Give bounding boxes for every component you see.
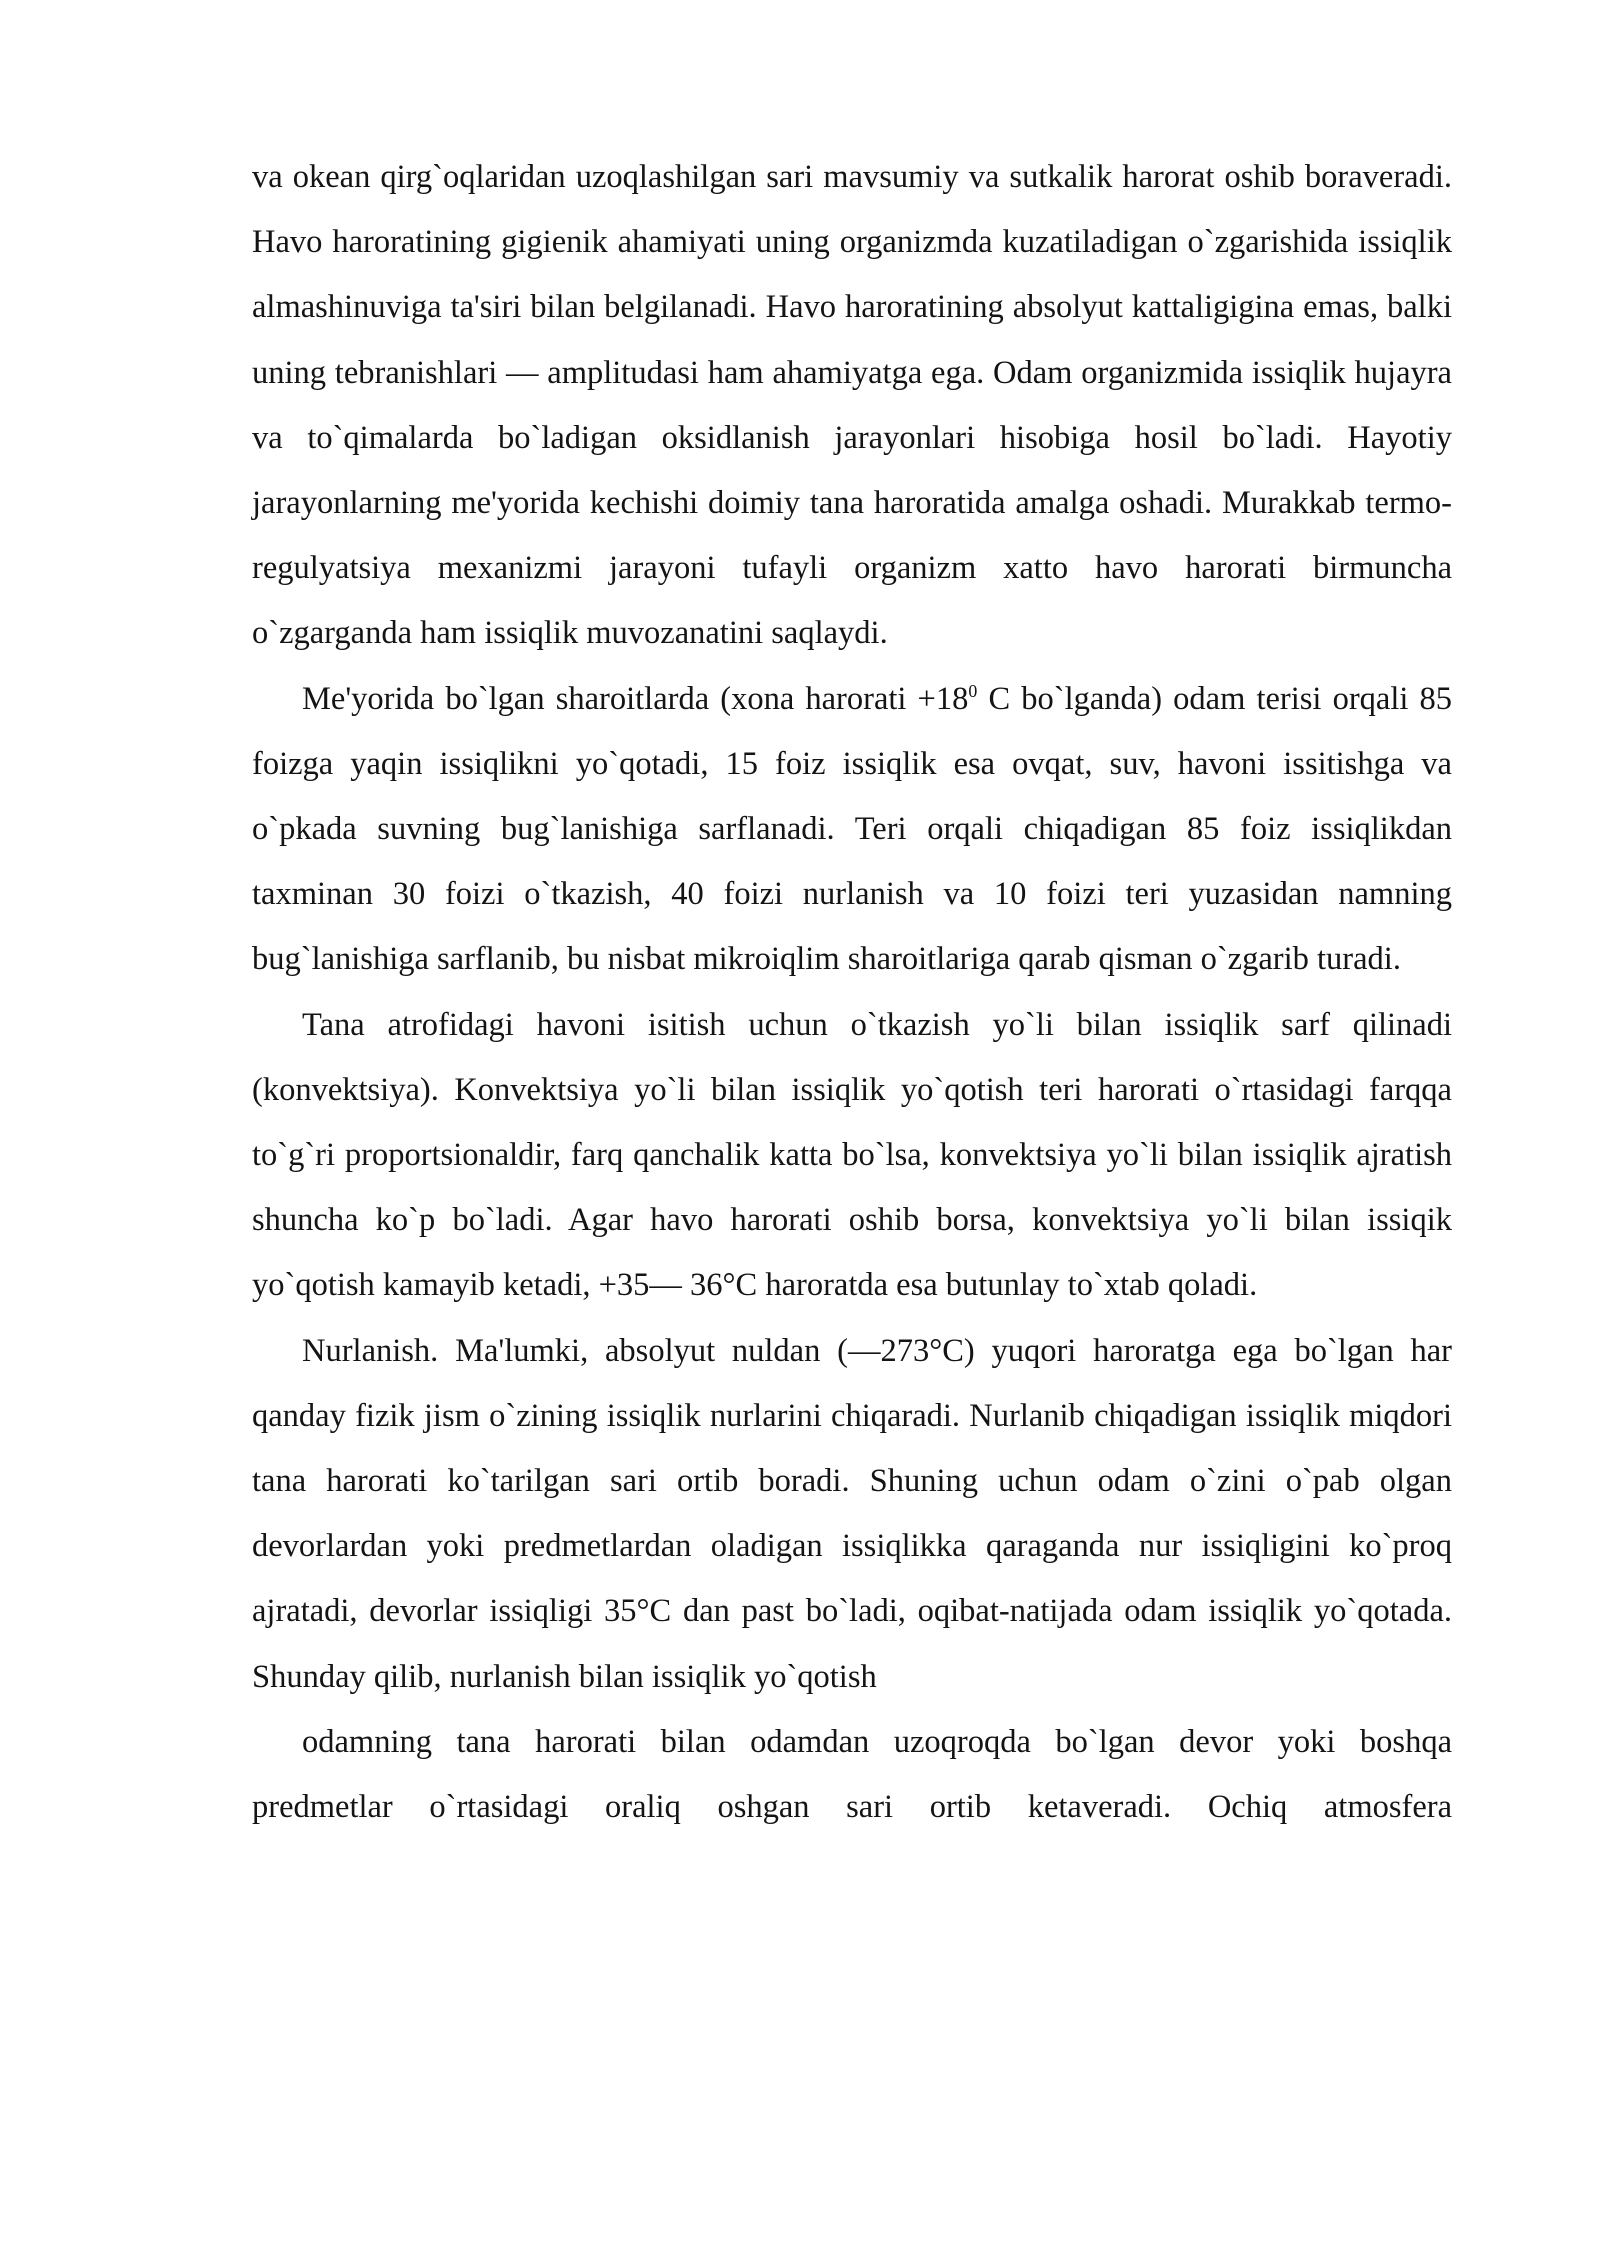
paragraph-heat-loss-skin-rest: C bo`lganda) odam terisi orqali 85 foizga yaqin issiqlikni yo`qotadi, 15 foiz issiqlik esa ovqat, suv, havoni issitishga va o`pkada suvning bug`lanishiga sarflanadi. Teri orqali chiqadigan 85 foiz issiqlikdan taxminan 30 foizi o`tkazish, 40 foizi nurlanish va 10 foizi teri yuzasidan namning bug`lanishiga sarflanib, bu nisbat mikroiqlim sharoitlariga qarab qisman o`zgarib turadi. bbox=[252, 680, 1453, 978]
paragraph-heat-loss-skin-start: Me'yorida bo`lgan sharoitlarda (xona harorati +18 bbox=[302, 680, 969, 717]
paragraph-convection: Tana atrofidagi havoni isitish uchun o`tkazish yo`li bilan issiqlik sarf qilinadi (konvektsiya). Konvektsiya yo`li bilan issiqlik yo`qotish teri harorati o`rtasidagi farqqa to`g`ri proportsionaldir, farq qanchalik katta bo`lsa, konvektsiya yo`li bilan issiqlik ajratish shuncha ko`p bo`ladi. Agar havo harorati oshib borsa, konvektsiya yo`li bilan issiqik yo`qotish kamayib ketadi, +35— 36°C haroratda esa butunlay to`xtab qoladi. bbox=[252, 1006, 1452, 1304]
paragraph-air-temperature-hygiene: va okean qirg`oqlaridan uzoqlashilgan sari mavsumiy va sutkalik harorat oshib boraveradi. Havo haroratining gigienik ahamiyati uning organizmda kuzatiladigan o`zgarishida issiqlik almashinuviga ta'siri bilan belgilanadi. Havo haroratining absolyut kattaligigina emas, balki uning tebranishlari — amplitudasi ham ahamiyatga ega. Odam organizmida issiqlik hujayra va to`qimalarda bo`ladigan oksidlanish jarayonlari hisobiga hosil bo`ladi. Hayotiy jarayonlarning me'yorida kechishi doimiy tana haroratida amalga oshadi. Murakkab termo-regulyatsiya mexanizmi jarayoni tufayli organizm xatto havo harorati birmuncha o`zgarganda ham issiqlik muvozanatini saqlaydi. bbox=[252, 159, 1452, 652]
degree-superscript: 0 bbox=[968, 680, 978, 701]
paragraph-radiation: Nurlanish. Ma'lumki, absolyut nuldan (—273°C) yuqori haroratga ega bo`lgan har qanday fizik jism o`zining issiqlik nurlarini chiqaradi. Nurlanib chiqadigan issiqlik miqdori tana harorati ko`tarilgan sari ortib boradi. Shuning uchun odam o`zini o`pab olgan devorlardan yoki predmetlardan oladigan issiqlikka qaraganda nur issiqligini ko`proq ajratadi, devorlar issiqligi 35°C dan past bo`ladi, oqibat-natijada odam issiqlik yo`qotada. Shunday qilib, nurlanish bilan issiqlik yo`qotish bbox=[252, 1332, 1452, 1695]
paragraph-radiation-continued: odamning tana harorati bilan odamdan uzoqroqda bo`lgan devor yoki boshqa predmetlar o`rtasidagi oraliq oshgan sari ortib ketaveradi. Ochiq atmosfera bbox=[252, 1723, 1452, 1826]
document-page bbox=[252, 145, 1452, 1840]
paragraph-heat-loss-skin bbox=[252, 667, 1452, 993]
